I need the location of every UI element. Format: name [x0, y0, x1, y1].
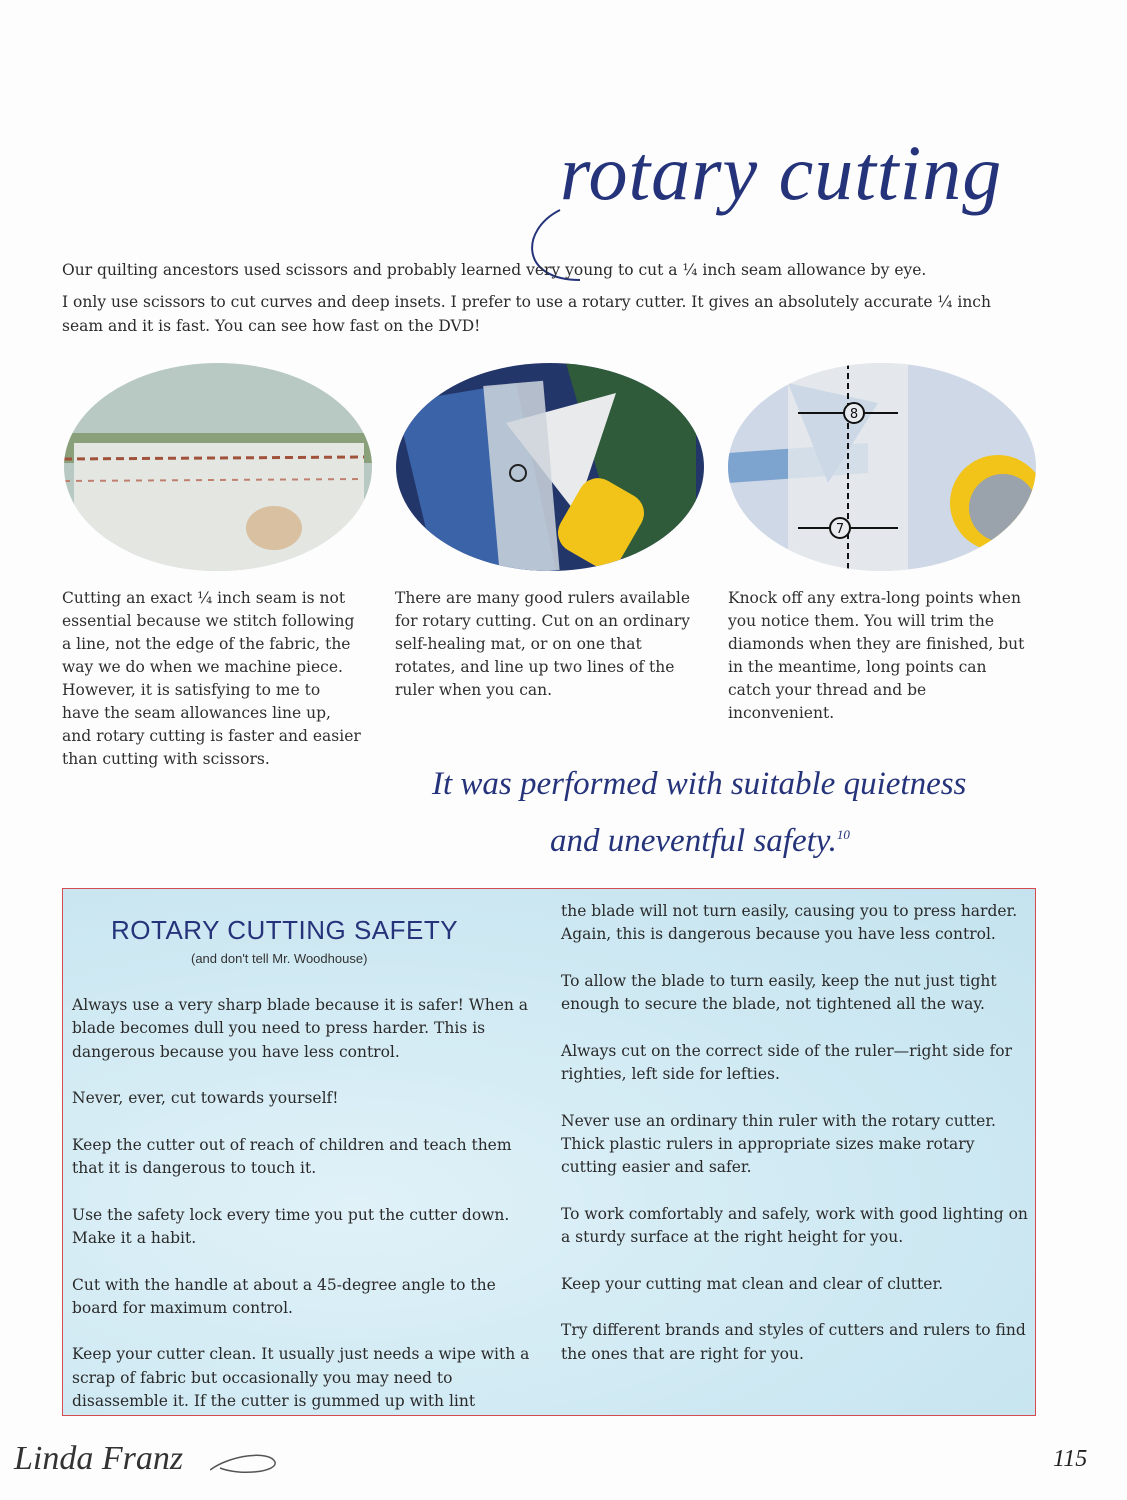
safety-item: Always use a very sharp blade because it is safer! When a blade becomes dull you need to press harder. This is dangerous because you have less control.	[72, 996, 529, 1061]
quote-footnote: 10	[836, 827, 850, 842]
quote-line-2	[550, 823, 850, 860]
caption-3: Knock off any extra-long points when you notice them. You will trim the diamonds when they are finished, but in the meantime, long points can catch your thread and be inconvenient.	[728, 589, 1025, 722]
safety-item: Never use an ordinary thin ruler with the rotary cutter. Thick plastic rulers in appropriate sizes make rotary cutting easier and safer.	[561, 1111, 996, 1177]
safety-item: To allow the blade to turn easily, keep the nut just tight enough to secure the blade, not tightened all the way.	[561, 971, 997, 1014]
safety-item: Keep your cutter clean. It usually just needs a wipe with a scrap of fabric but occasionally you may need to disassemble it. If the cutter is gummed up with lint	[72, 1345, 530, 1411]
photo-seam-cutting	[64, 363, 372, 571]
safety-item: Never, ever, cut towards yourself!	[72, 1089, 339, 1108]
safety-left-column	[72, 994, 542, 1416]
photo-ruler-on-mat	[396, 363, 704, 571]
ruler-number-8: 8	[849, 407, 859, 422]
safety-item: Use the safety lock every time you put the cutter down. Make it a habit.	[72, 1205, 510, 1247]
caption-1: Cutting an exact ¼ inch seam is not essential because we stitch following a line, not the edge of the fabric, the way we do when we machine piece. However, it is satisfying to me to have the seam allowances line up, and rotary cutting is faster and easier than cutting with scissors.	[62, 589, 361, 768]
safety-item: To work comfortably and safely, work with good lighting on a sturdy surface at the right height for you.	[561, 1204, 1028, 1247]
safety-item: the blade will not turn easily, causing you to press harder. Again, this is dangerous because you have less control.	[561, 902, 1018, 944]
intro-line-1: Our quilting ancestors used scissors and probably learned very young to cut a ¼ inch seam allowance by eye.	[62, 261, 927, 279]
ruler-number-7: 7	[835, 522, 845, 537]
safety-item: Keep your cutting mat clean and clear of clutter.	[561, 1274, 944, 1293]
safety-title: ROTARY CUTTING SAFETY	[111, 915, 459, 945]
safety-item: Try different brands and styles of cutters and rulers to find the ones that are right for you.	[561, 1321, 1026, 1363]
safety-subtitle: (and don't tell Mr. Woodhouse)	[191, 951, 368, 966]
quote-line-2-text: and uneventful safety.	[550, 823, 837, 859]
caption-2: There are many good rulers available for rotary cutting. Cut on an ordinary self-healing mat, or on one that rotates, and line up two lines of the ruler when you can.	[395, 589, 691, 699]
intro-line-2: I only use scissors to cut curves and deep insets. I prefer to use a rotary cutter. It gives an absolutely accurate ¼ inch seam and it is fast. You can see how fast on the DVD!	[62, 293, 991, 335]
safety-item: Always cut on the correct side of the ruler—right side for righties, left side for lefties.	[561, 1041, 1013, 1084]
signature-swash-ornament	[210, 1450, 280, 1480]
photo-trimming-points	[728, 363, 1036, 571]
page-title: rotary cutting	[560, 129, 1003, 216]
safety-box	[62, 888, 1036, 1416]
page-number: 115	[1053, 1446, 1088, 1472]
safety-item: Cut with the handle at about a 45-degree angle to the board for maximum control.	[72, 1275, 496, 1317]
author-signature: Linda Franz	[14, 1440, 184, 1477]
quote-line-1: It was performed with suitable quietness	[432, 766, 967, 802]
safety-item: Keep the cutter out of reach of children and teach them that it is dangerous to touch it.	[72, 1135, 512, 1178]
safety-right-column	[561, 900, 1031, 1389]
